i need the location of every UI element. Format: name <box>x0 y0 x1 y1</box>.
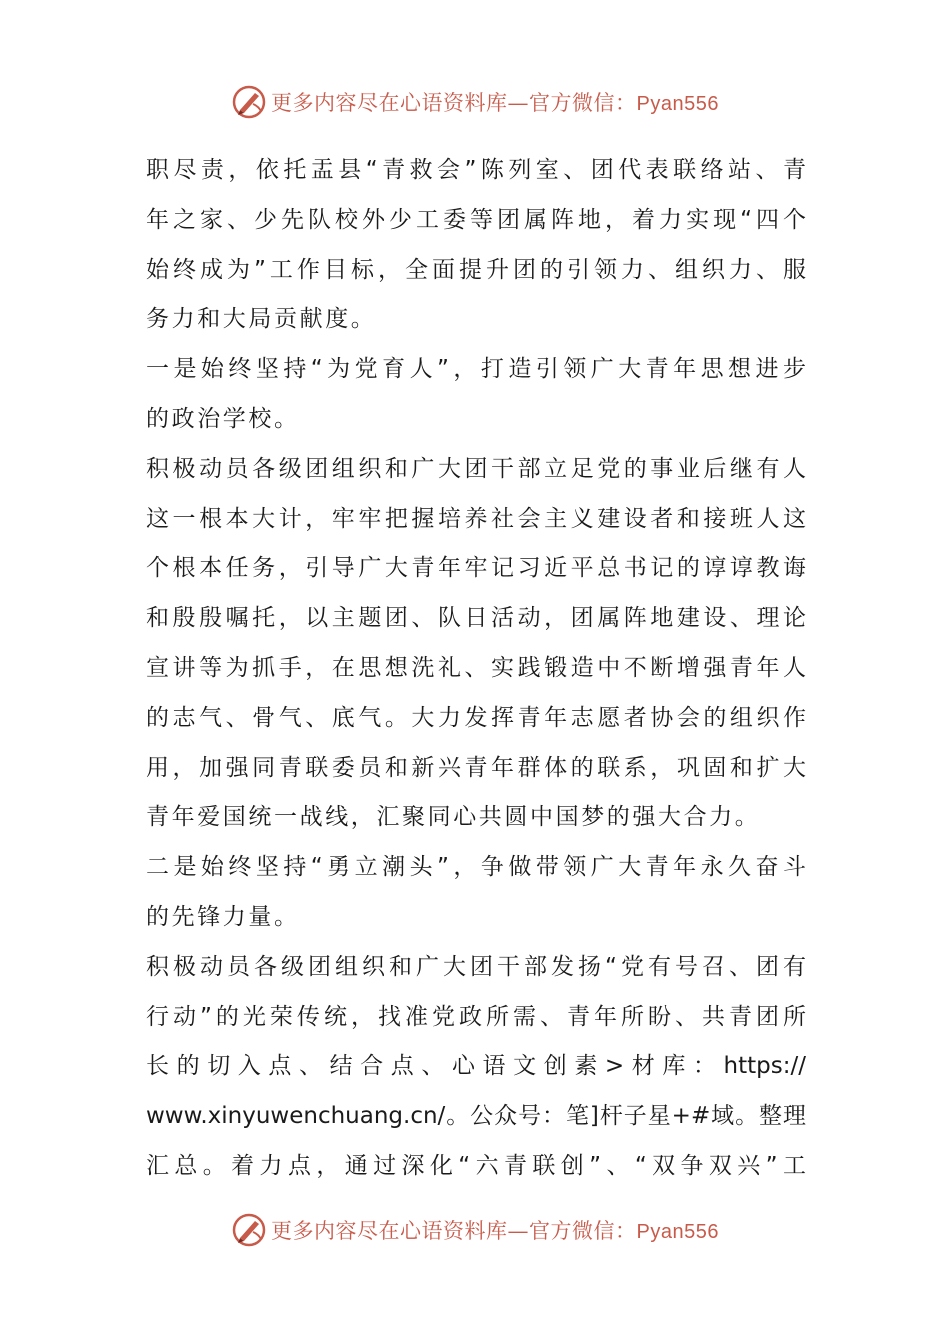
header-banner <box>0 82 950 122</box>
text-line: 始终成为”工作目标，全面提升团的引领力、组织力、服 <box>146 256 806 283</box>
text-line: 青年爱国统一战线，汇聚同心共圆中国梦的强大合力。 <box>146 804 761 831</box>
pen-logo-icon <box>231 84 267 120</box>
text-line: 的先锋力量。 <box>146 903 300 930</box>
text-line: 积极动员各级团组织和广大团干部发扬“党有号召、团有 <box>146 953 806 980</box>
header-banner-title: 更多内容尽在心语资料库—官方微信： <box>271 91 637 115</box>
text-line: 务力和大局贡献度。 <box>146 306 377 333</box>
document-body <box>146 146 806 1192</box>
text-line: 积极动员各级团组织和广大团干部立足党的事业后继有人 <box>146 455 806 482</box>
text-line: 这一根本大计，牢牢把握培养社会主义建设者和接班人这 <box>146 505 806 532</box>
footer-banner-text <box>271 1215 719 1245</box>
text-line: 年之家、少先队校外少工委等团属阵地，着力实现“四个 <box>146 206 806 233</box>
header-banner-text <box>271 87 719 117</box>
text-line: 宣讲等为抓手，在思想洗礼、实践锻造中不断增强青年人 <box>146 654 806 681</box>
text-line: 的政治学校。 <box>146 405 300 432</box>
text-line: 职尽责，依托盂县“青救会”陈列室、团代表联络站、青 <box>146 157 806 183</box>
footer-banner-title: 更多内容尽在心语资料库—官方微信： <box>271 1219 637 1243</box>
footer-banner-wechat-id: Pyan556 <box>636 1221 719 1243</box>
text-line: 用，加强同青联委员和新兴青年群体的联系，巩固和扩大 <box>146 754 806 781</box>
text-line: 一是始终坚持“为党育人”，打造引领广大青年思想进步 <box>146 356 806 383</box>
text-line: 的志气、骨气、底气。大力发挥青年志愿者协会的组织作 <box>146 704 806 731</box>
text-line: 二是始终坚持“勇立潮头”，争做带领广大青年永久奋斗 <box>146 854 806 881</box>
pen-logo-icon <box>231 1212 267 1248</box>
text-line: www.xinyuwenchuang.cn/。公众号：笔]杆子星+#域。整理 <box>146 1103 806 1130</box>
text-line: 汇总。着力点，通过深化“六青联创”、“双争双兴”工 <box>146 1152 806 1179</box>
header-banner-wechat-id: Pyan556 <box>636 93 719 115</box>
text-line: 和殷殷嘱托，以主题团、队日活动，团属阵地建设、理论 <box>146 605 806 632</box>
footer-banner <box>0 1210 950 1250</box>
text-line: 个根本任务，引导广大青年牢记习近平总书记的谆谆教诲 <box>146 555 806 582</box>
text-line: 行动”的光荣传统，找准党政所需、青年所盼、共青团所 <box>146 1003 806 1030</box>
text-line: 长的切入点、结合点、心语文创素>材库：https:// <box>146 1053 806 1080</box>
